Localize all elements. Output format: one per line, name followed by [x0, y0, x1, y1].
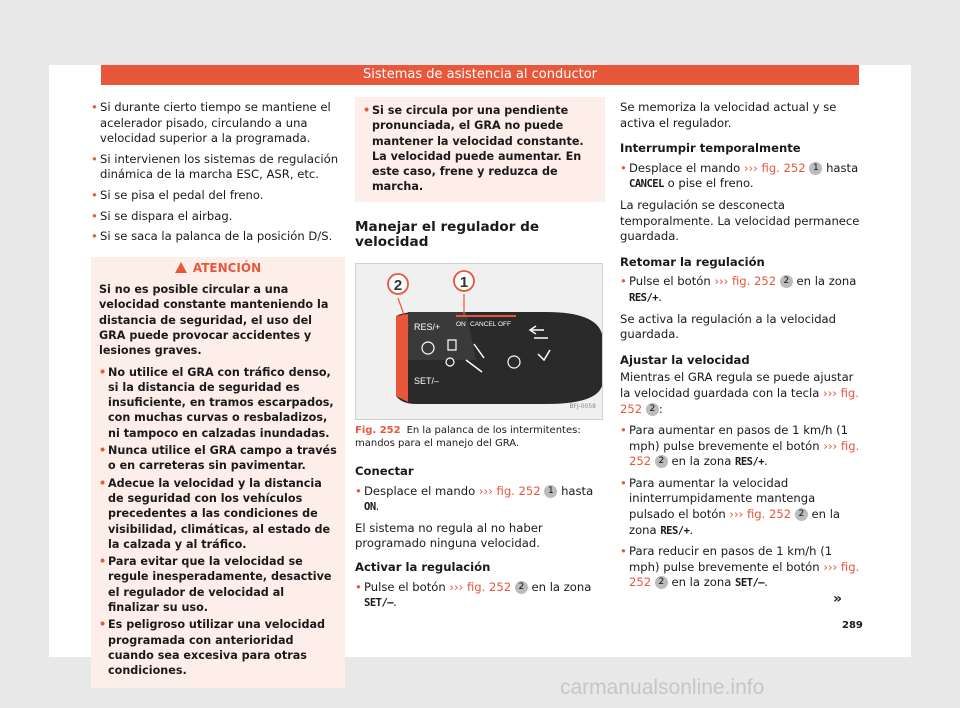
key-label: SET/– [735, 577, 765, 590]
callout-ref: 2 [655, 455, 668, 468]
note-box [355, 97, 605, 202]
key-label: RES/+ [660, 524, 690, 537]
list-item: • Para reducir en pasos de 1 km/h (1 mph) pulse brevemente el botón ››› fig. 252 2 en la zona SET/–. [620, 544, 860, 592]
figure-link[interactable]: ››› fig. 252 [620, 385, 859, 416]
subheading-conectar: Conectar [355, 463, 414, 478]
list-item: • Si intervienen los sistemas de regulación dinámica de la marcha ESC, ASR, etc. [91, 152, 345, 183]
figure-link[interactable]: ››› fig. 252 [478, 483, 541, 498]
list-item: • Adecue la velocidad y la distancia de seguridad con los vehículos precedentes a las condiciones de visibilidad, climáticas, al estado de la calzada y al tráfico. [99, 476, 337, 552]
res-label: RES/+ [414, 321, 441, 332]
paragraph: El sistema no regula al no haber programado ninguna velocidad. [355, 520, 543, 551]
subheading-interrumpir: Interrumpir temporalmente [620, 141, 801, 156]
figure-link[interactable]: ››› fig. 252 [743, 160, 806, 175]
figure-number: Fig. 252 [355, 424, 401, 436]
callout-2-text: 2 [393, 276, 403, 294]
key-label: SET/– [364, 597, 394, 610]
caption-text: En la palanca de los intermitentes: mandos para el manejo del GRA. [355, 424, 581, 449]
list-item: • Pulse el botón ››› fig. 252 2 en la zona RES/+. [620, 274, 860, 306]
warning-intro: Si no es posible circular a una velocidad constante manteniendo la distancia de seguridad, el uso del GRA puede provocar accidentes y lesiones graves. [99, 283, 329, 358]
subheading-activar: Activar la regulación [355, 559, 491, 574]
continue-marker: » [833, 591, 843, 607]
list-item: • Desplace el mando ››› fig. 252 1 hasta CANCEL o pise el freno. [620, 161, 860, 193]
figure-code: BFJ-0058 [569, 403, 596, 411]
figure-link[interactable]: ››› fig. 252 [729, 507, 792, 522]
warning-title-text: ATENCIÓN [192, 260, 262, 275]
callout-ref: 2 [780, 275, 793, 288]
column-3 [620, 100, 860, 597]
list-item: • Nunca utilice el GRA campo a través o en carreteras sin pavimentar. [99, 443, 337, 474]
callout-ref: 1 [809, 162, 822, 175]
figure-caption [355, 424, 605, 450]
paragraph: Se memoriza la velocidad actual y se activa el regulador. [620, 100, 837, 130]
figure-link[interactable]: ››› fig. 252 [629, 559, 860, 590]
list-item: • Si se pisa el pedal del freno. [91, 188, 345, 204]
list-item: • Si se dispara el airbag. [91, 209, 345, 225]
watermark: carmanualsonline.info [560, 676, 765, 699]
warning-box [91, 257, 345, 689]
callout-ref: 1 [544, 485, 557, 498]
on-label: ON [456, 320, 466, 328]
callout-ref: 2 [655, 576, 668, 589]
column-2 [355, 97, 605, 617]
cancel-label: CANCEL [470, 320, 497, 328]
list-item: • Desplace el mando ››› fig. 252 1 hasta ON. [355, 484, 605, 516]
figure-link[interactable]: ››› fig. 252 [714, 274, 777, 289]
list-item: • Si durante cierto tiempo se mantiene el acelerador pisado, circulando a una velocidad superior a la programada. [91, 100, 345, 147]
paragraph: Se activa la regulación a la velocidad guardada. [620, 311, 837, 342]
warning-title [99, 261, 337, 276]
column-1 [91, 100, 345, 688]
key-label: RES/+ [629, 291, 659, 304]
figure-link[interactable]: ››› fig. 252 [629, 438, 860, 469]
callout-ref: 2 [515, 581, 528, 594]
stalk-illustration [356, 264, 602, 419]
paragraph: Mientras el GRA regula se puede ajustar la velocidad guardada con la tecla ››› fig. 252 2 : [620, 370, 859, 416]
list-item: • Pulse el botón ››› fig. 252 2 en la zona SET/–. [355, 580, 605, 612]
figure-252 [355, 263, 603, 420]
callout-ref: 2 [646, 403, 659, 416]
list-item: • Es peligroso utilizar una velocidad programada con anterioridad cuando sea excesiva para otras condiciones. [99, 617, 337, 678]
list-item: • Para evitar que la velocidad se regule inesperadamente, desactive el regulador de velocidad al finalizar su uso. [99, 554, 337, 615]
key-label: RES/+ [735, 456, 765, 469]
warning-icon [175, 262, 187, 273]
list-item: • Si se saca la palanca de la posición D/S. [91, 229, 345, 245]
list-item: • Para aumentar la velocidad ininterrumpidamente mantenga pulsado el botón ››› fig. 252 2 en la zona RES/+. [620, 476, 860, 539]
paragraph: La regulación se desconecta temporalmente. La velocidad permanece guardada. [620, 197, 860, 244]
list-item: • No utilice el GRA con tráfico denso, si la distancia de seguridad es insuficiente, en tramos escarpados, con muchas curvas o resbaladizos, ni tampoco en calzadas inundadas. [99, 365, 337, 441]
note-text: • Si se circula por una pendiente pronunciada, el GRA no puede mantener la velocidad constante. La velocidad puede aumentar. En este caso, frene y reduzca de marcha. [363, 103, 597, 195]
list-item: • Para aumentar en pasos de 1 km/h (1 mph) pulse brevemente el botón ››› fig. 252 2 en la zona RES/+. [620, 423, 860, 471]
key-label: CANCEL [629, 178, 664, 191]
figure-link[interactable]: ››› fig. 252 [449, 579, 512, 594]
callout-1-text: 1 [459, 273, 469, 291]
page-header: Sistemas de asistencia al conductor [101, 65, 859, 85]
subheading-ajustar: Ajustar la velocidad [620, 352, 750, 367]
set-label: SET/– [414, 375, 440, 386]
subheading-retomar: Retomar la regulación [620, 254, 765, 269]
key-label: ON [364, 501, 376, 514]
section-title: Manejar el regulador de velocidad [355, 218, 540, 251]
off-label: OFF [498, 320, 511, 328]
callout-ref: 2 [795, 508, 808, 521]
page-number: 289 [842, 620, 863, 631]
